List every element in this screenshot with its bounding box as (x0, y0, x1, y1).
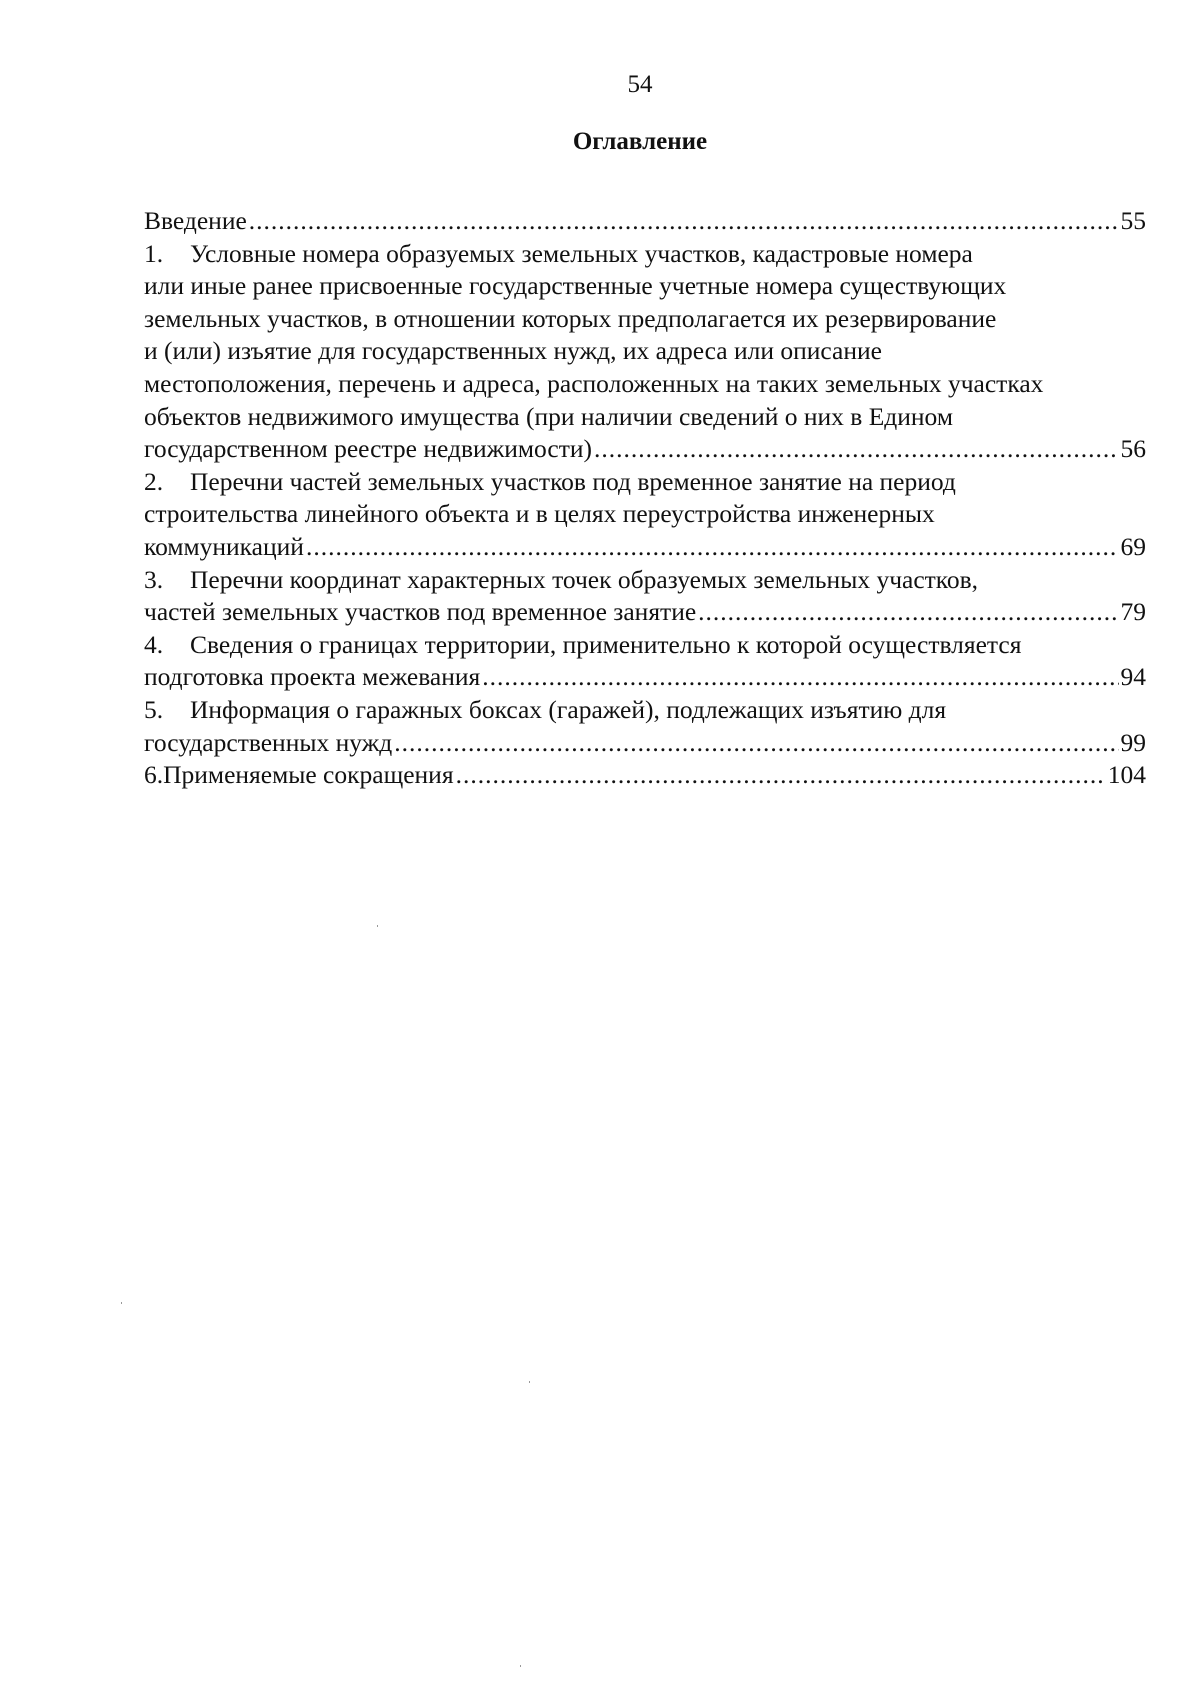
toc-entry-text: государственном реестре недвижимости) (144, 434, 593, 464)
toc-entry-last-line (144, 531, 1146, 564)
dot-leader (482, 661, 1118, 694)
scan-speck (121, 1302, 122, 1304)
toc-entry-last-line (144, 759, 1146, 792)
toc-entry-text-line (144, 564, 1146, 597)
toc-entry-last-line (144, 596, 1146, 629)
toc-entry-number: 5. (144, 694, 164, 724)
toc-entry-number: 6. (144, 760, 164, 790)
dot-leader (394, 727, 1118, 760)
dot-leader (698, 596, 1118, 629)
toc-entry-text-line (144, 368, 1146, 401)
toc-entry-number: 3. (144, 564, 164, 594)
toc-entry-text-line (144, 238, 1146, 271)
toc-entry-text-line (144, 401, 1146, 434)
toc-entry-number: 1. (144, 238, 164, 268)
toc-entry-text-line (144, 629, 1146, 662)
toc-entry-last-line (144, 433, 1146, 466)
toc-page-number: 79 (1120, 597, 1146, 627)
toc-entry-text: Введение (144, 206, 247, 235)
toc-entry-text: объектов недвижимого имущества (при наличии сведений о них в Едином (144, 401, 953, 431)
toc-entry-text: Сведения о границах территории, применительно к которой осуществляется (190, 629, 1022, 659)
toc-entry[interactable] (144, 238, 1146, 466)
toc-entry-text-line (144, 303, 1146, 336)
toc-entry-text-line (144, 466, 1146, 499)
toc-entry-last-line (144, 661, 1146, 694)
dot-leader (306, 531, 1119, 564)
dot-leader (249, 205, 1119, 238)
toc-entry-text: государственных нужд (144, 727, 393, 757)
toc-entry-number: 2. (144, 466, 164, 496)
toc-entry-last-line (144, 727, 1146, 760)
toc-entry[interactable] (144, 564, 1146, 629)
toc-entry[interactable] (144, 466, 1146, 564)
toc-entry-text: Информация о гаражных боксах (гаражей), подлежащих изъятию для (190, 694, 947, 724)
toc-entry[interactable] (144, 629, 1146, 694)
toc-page-number: 99 (1120, 727, 1146, 757)
scan-speck (529, 1381, 530, 1383)
toc-entry-text: подготовка проекта межевания (144, 662, 481, 692)
dot-leader (456, 759, 1106, 792)
toc-entry-number: 4. (144, 629, 164, 659)
toc-entry-last-line (144, 205, 1146, 238)
toc-entry-text: строительства линейного объекта и в целях переустройства инженерных (144, 499, 935, 529)
toc-entry-text: Перечни частей земельных участков под временное занятие на период (190, 466, 956, 496)
toc-entry-text: частей земельных участков под временное занятие (144, 597, 697, 627)
toc-page-number: 56 (1120, 434, 1146, 464)
page-number: 54 (627, 71, 653, 98)
toc-entry-text: или иные ранее присвоенные государственные учетные номера существующих (144, 271, 1007, 301)
toc-entry-text-line (144, 694, 1146, 727)
toc-title: Оглавление (572, 128, 708, 155)
toc-page-number: 69 (1120, 531, 1146, 561)
toc-entry-text-line (144, 270, 1146, 303)
toc-entry-text: коммуникаций (144, 531, 304, 561)
toc-entry[interactable] (144, 694, 1146, 759)
toc-entry[interactable] (144, 205, 1146, 238)
toc-entry-text: земельных участков, в отношении которых предполагается их резервирование (144, 303, 997, 333)
toc-entry-text-line (144, 335, 1146, 368)
scan-speck (377, 925, 378, 927)
scan-speck (520, 1665, 521, 1667)
toc-entry-text: Перечни координат характерных точек образуемых земельных участков, (190, 564, 979, 594)
table-of-contents (144, 205, 1146, 792)
toc-page-number: 94 (1120, 662, 1146, 692)
toc-page-number: 55 (1120, 206, 1146, 235)
toc-page-number: 104 (1107, 760, 1146, 790)
toc-entry-text: местоположения, перечень и адреса, расположенных на таких земельных участках (144, 368, 1044, 398)
toc-entry-text: и (или) изъятие для государственных нужд, их адреса или описание (144, 336, 882, 366)
toc-entry[interactable] (144, 759, 1146, 792)
toc-entry-text: Условные номера образуемых земельных участков, кадастровые номера (190, 238, 973, 268)
dot-leader (594, 433, 1118, 466)
toc-entry-text: Применяемые сокращения (163, 760, 454, 790)
toc-entry-text-line (144, 498, 1146, 531)
